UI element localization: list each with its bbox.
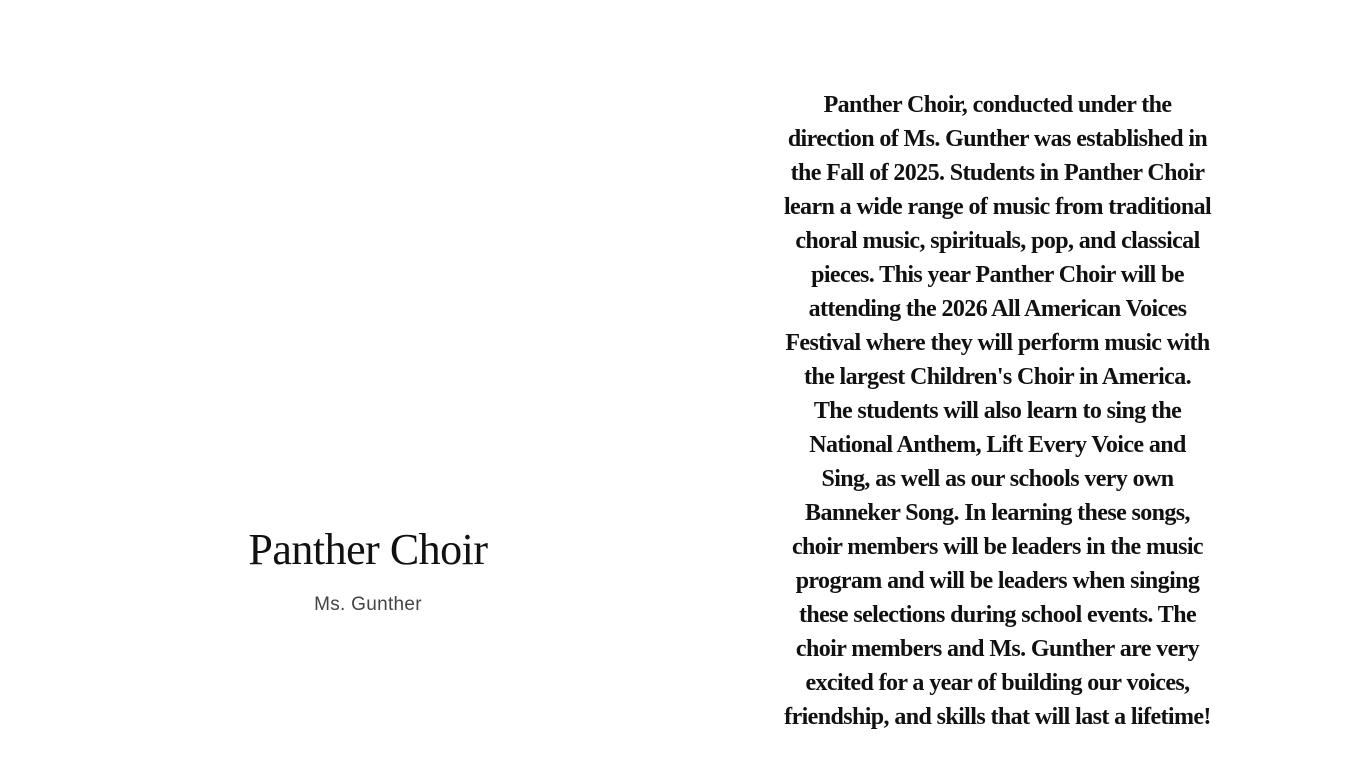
description-line: The students will also learn to sing the: [813, 398, 1182, 424]
description-line: Festival where they will perform music with: [785, 330, 1210, 356]
description-line: excited for a year of building our voices,: [805, 670, 1190, 696]
description-line: these selections during school events. The: [798, 602, 1197, 628]
description-line: Sing, as well as our schools very own: [821, 466, 1174, 492]
description-line: the largest Children's Choir in America.: [803, 364, 1192, 390]
description-line: program and will be leaders when singing: [795, 568, 1200, 594]
description-line: National Anthem, Lift Every Voice and: [809, 432, 1186, 458]
description-line: choral music, spirituals, pop, and classical: [795, 228, 1200, 254]
description-line: pieces. This year Panther Choir will be: [811, 262, 1184, 288]
description-line: direction of Ms. Gunther was established in: [787, 126, 1208, 152]
description-line: Panther Choir, conducted under the: [823, 92, 1172, 118]
description-line: the Fall of 2025. Students in Panther Choir: [790, 160, 1205, 186]
description-line: choir members and Ms. Gunther are very: [795, 636, 1200, 662]
page-title: Panther Choir: [248, 525, 488, 574]
description-line: learn a wide range of music from traditional: [783, 194, 1212, 220]
description-line: friendship, and skills that will last a lifetime!: [784, 704, 1211, 730]
heading-block: [168, 520, 568, 616]
description-line: attending the 2026 All American Voices: [808, 296, 1187, 322]
page-subtitle: Ms. Gunther: [314, 594, 422, 615]
description-line: choir members will be leaders in the music: [792, 534, 1203, 560]
description-line: Banneker Song. In learning these songs,: [805, 500, 1190, 526]
description-paragraph: [720, 88, 1275, 734]
